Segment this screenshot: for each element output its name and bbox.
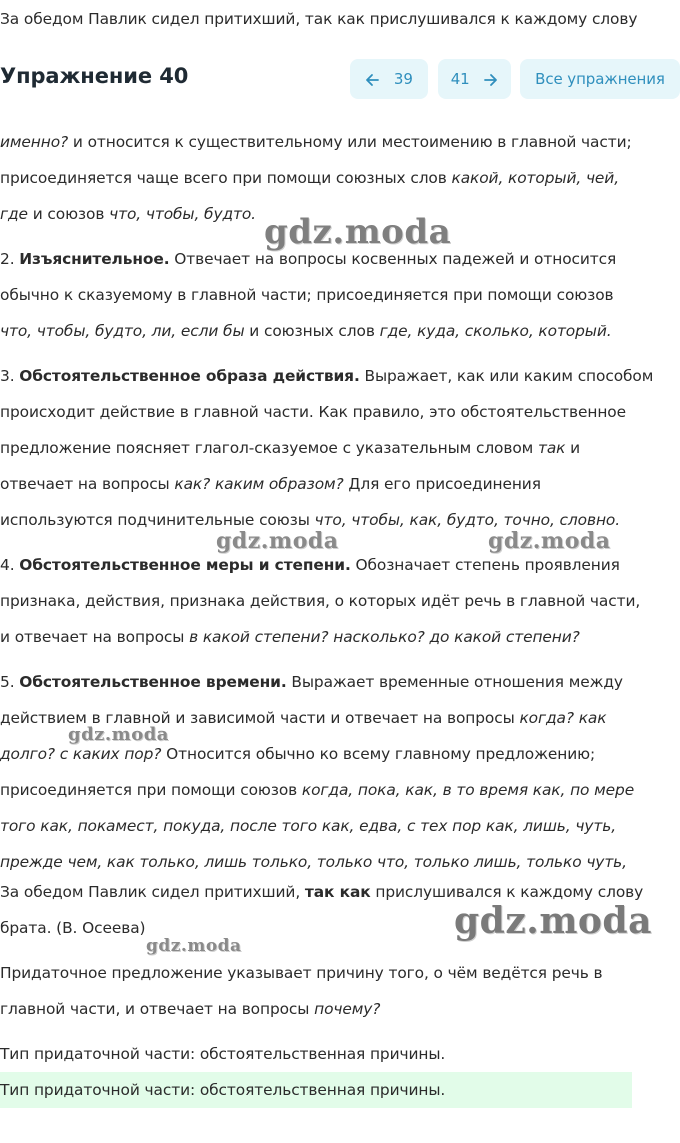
text-span: предложение поясняет глагол-сказуемое с указательным словом [0, 439, 538, 457]
text-line [0, 664, 623, 700]
arrow-right-icon [484, 73, 498, 87]
text-line: того как, покамест, покуда, после того как, едва, с тех пор как, лишь, чуть, [0, 817, 616, 835]
text-line: происходит действие в главной части. Как правило, это обстоятельственное [0, 403, 626, 421]
item-number: 4. [0, 556, 20, 574]
text-line: признака, действия, признака действия, о которых идёт речь в главной части, [0, 592, 641, 610]
text-span: За обедом Павлик сидел притихший, [0, 883, 305, 901]
item-title: Изъяснительное. [19, 250, 170, 268]
text-italic: где [0, 205, 28, 223]
text-italic: что, чтобы, будто, ли, если бы [0, 322, 245, 340]
conjunction: так как [304, 883, 371, 901]
text-span: присоединяется чаще всего при помощи союзных слов [0, 169, 452, 187]
text-span: Относится обычно ко всему главному предложению; [161, 745, 596, 763]
watermark: gdz.moda [454, 900, 652, 942]
text-span: главной части, и отвечает на вопросы [0, 1000, 315, 1018]
item-number: 5. [0, 673, 20, 691]
text-italic: в какой степени? насколько? до какой степени? [189, 628, 580, 646]
text-span: прислушивался к каждому слову [370, 883, 644, 901]
text-line: брата. (В. Осеева) [0, 919, 146, 937]
text-italic: где, куда, сколько, который. [379, 322, 612, 340]
text-span: отвечает на вопросы [0, 475, 175, 493]
text-italic: почему? [314, 1000, 381, 1018]
text-line: обычно к сказуемому в главной части; присоединяется при помощи союзов [0, 286, 614, 304]
text-span: Выражает, как или каким способом [359, 367, 654, 385]
watermark: gdz.moda [216, 528, 339, 554]
answer-line: Тип придаточной части: обстоятельственная причины. [0, 1045, 446, 1063]
exercise-header [0, 56, 680, 104]
text-italic: какой, который, чей, [451, 169, 620, 187]
text-span: и отвечает на вопросы [0, 628, 190, 646]
text-line [0, 619, 580, 655]
watermark: gdz.moda [68, 724, 169, 745]
watermark: gdz.moda [146, 936, 242, 956]
text-span: Выражает временные отношения между [286, 673, 623, 691]
text-italic: именно? [0, 133, 69, 151]
text-line [0, 160, 619, 196]
text-italic: что, чтобы, как, будто, точно, словно. [314, 511, 621, 529]
text-span: используются подчинительные союзы [0, 511, 315, 529]
text-line: Придаточное предложение указывает причину того, о чём ведётся речь в [0, 964, 603, 982]
text-line [0, 772, 634, 808]
text-span: и относится к существительному или местоимению в главной части; [68, 133, 632, 151]
text-line [0, 991, 380, 1027]
item-title: Обстоятельственное образа действия. [19, 367, 360, 385]
text-span: Отвечает на вопросы косвенных падежей и относится [169, 250, 617, 268]
text-span: и союзных слов [244, 322, 380, 340]
text-italic: что, чтобы, будто. [109, 205, 256, 223]
prev-exercise-button[interactable] [350, 59, 428, 99]
text-span: и союзов [27, 205, 110, 223]
all-exercises-label: Все упражнения [535, 70, 665, 88]
text-span: присоединяется при помощи союзов [0, 781, 302, 799]
next-exercise-label: 41 [450, 70, 470, 88]
text-italic: долго? с каких пор? [0, 745, 162, 763]
item-title: Обстоятельственное меры и степени. [19, 556, 351, 574]
item-number: 3. [0, 367, 20, 385]
text-line [0, 430, 580, 466]
next-exercise-button[interactable] [438, 59, 511, 99]
answer-line-highlighted: Тип придаточной части: обстоятельственная причины. [0, 1081, 446, 1099]
watermark: gdz.moda [488, 528, 611, 554]
prev-exercise-label: 39 [393, 70, 413, 88]
arrow-left-icon [365, 73, 379, 87]
truncated-line: За обедом Павлик сидел притихший, так как прислушивался к каждому слову [0, 10, 638, 28]
text-italic: когда, пока, как, в то время как, по мере [301, 781, 635, 799]
text-line [0, 124, 632, 160]
text-line [0, 313, 612, 349]
all-exercises-button[interactable] [520, 59, 680, 99]
text-span: действием в главной и зависимой части и отвечает на вопросы [0, 709, 520, 727]
text-italic: так [537, 439, 566, 457]
text-line [0, 358, 653, 394]
item-title: Обстоятельственное времени. [19, 673, 287, 691]
text-line [0, 466, 541, 502]
text-span: Обозначает степень проявления [350, 556, 620, 574]
text-line: прежде чем, как только, лишь только, только что, только лишь, только чуть, [0, 853, 627, 871]
text-line [0, 196, 256, 232]
watermark: gdz.moda [264, 212, 452, 252]
text-italic: когда? как [519, 709, 607, 727]
text-span: Для его присоединения [343, 475, 541, 493]
page-title: Упражнение 40 [0, 64, 189, 88]
text-italic: как? каким образом? [174, 475, 344, 493]
item-number: 2. [0, 250, 20, 268]
text-span: и [565, 439, 581, 457]
